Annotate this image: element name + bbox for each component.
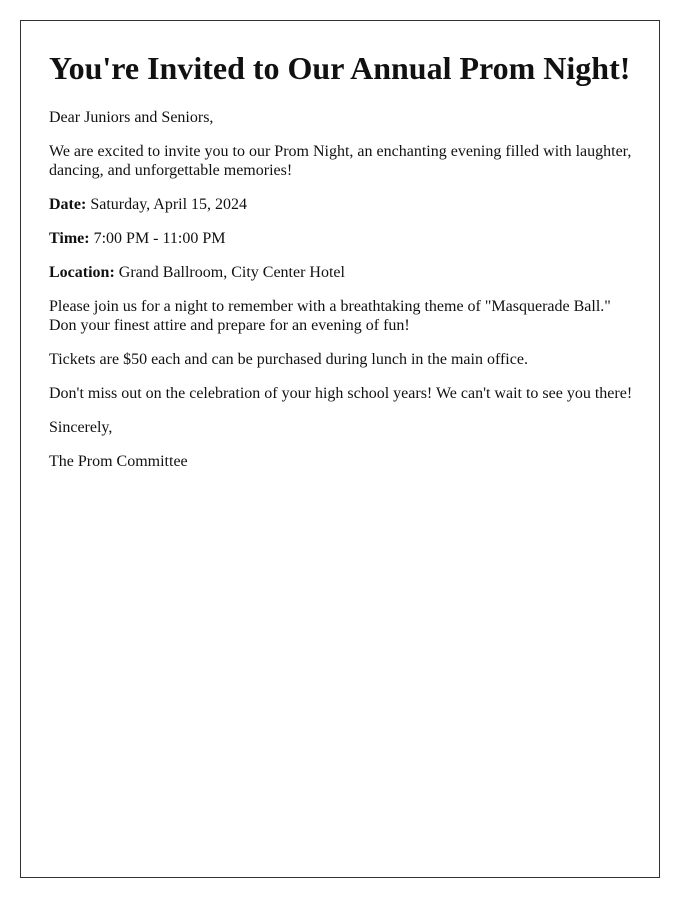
letter-title: You're Invited to Our Annual Prom Night! [49,50,631,86]
intro-paragraph: We are excited to invite you to our Prom Night, an enchanting evening filled with laughter, dancing, and unforgettable memories! [49,143,632,179]
greeting: Dear Juniors and Seniors, [49,109,214,126]
location-value: Grand Ballroom, City Center Hotel [118,264,345,281]
signoff: Sincerely, [49,419,113,436]
letter-content [49,49,635,486]
time-value: 7:00 PM - 11:00 PM [93,230,226,247]
time-line [49,229,635,248]
time-label: Time: [49,230,90,247]
date-line [49,195,635,214]
closing-paragraph: Don't miss out on the celebration of your high school years! We can't wait to see you there! [49,385,633,402]
date-label: Date: [49,196,87,213]
location-label: Location: [49,264,115,281]
letter-page [20,20,660,878]
date-value: Saturday, April 15, 2024 [90,196,248,213]
location-line [49,263,635,282]
tickets-paragraph: Tickets are $50 each and can be purchased during lunch in the main office. [49,351,528,368]
theme-paragraph: Please join us for a night to remember with a breathtaking theme of "Masquerade Ball." Don your finest attire and prepare for an evening of fun! [49,298,611,334]
signature: The Prom Committee [49,453,188,470]
